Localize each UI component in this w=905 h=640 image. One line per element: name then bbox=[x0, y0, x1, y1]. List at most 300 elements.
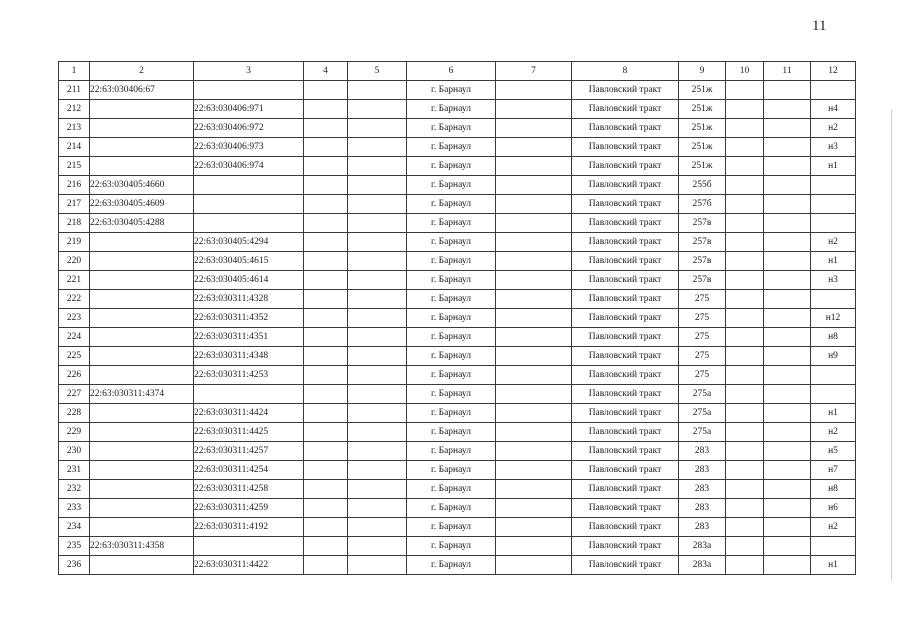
cell-col-5 bbox=[348, 404, 407, 423]
cell-col-4 bbox=[304, 480, 348, 499]
settlement-cell: г. Барнаул bbox=[407, 423, 496, 442]
street-cell: Павловский тракт bbox=[572, 271, 679, 290]
cell-col-11 bbox=[764, 461, 811, 480]
street-cell: Павловский тракт bbox=[572, 100, 679, 119]
street-cell: Павловский тракт bbox=[572, 537, 679, 556]
note-cell: н5 bbox=[811, 442, 856, 461]
note-cell bbox=[811, 214, 856, 233]
table-row bbox=[59, 518, 856, 537]
table-row bbox=[59, 271, 856, 290]
registry-table bbox=[58, 61, 856, 575]
cell-col-11 bbox=[764, 100, 811, 119]
cell-col-10 bbox=[726, 157, 764, 176]
settlement-cell: г. Барнаул bbox=[407, 214, 496, 233]
cell-col-11 bbox=[764, 195, 811, 214]
table-body bbox=[59, 81, 856, 575]
building-number-cell: 22:63:030311:4351 bbox=[194, 328, 304, 347]
note-cell: н1 bbox=[811, 252, 856, 271]
cell-col-4 bbox=[304, 499, 348, 518]
street-cell: Павловский тракт bbox=[572, 385, 679, 404]
cell-col-5 bbox=[348, 423, 407, 442]
scan-edge-mark bbox=[891, 110, 892, 580]
note-cell bbox=[811, 176, 856, 195]
table-row bbox=[59, 214, 856, 233]
building-number-cell bbox=[194, 81, 304, 100]
settlement-cell: г. Барнаул bbox=[407, 518, 496, 537]
cell-col-7 bbox=[496, 81, 572, 100]
cell-col-4 bbox=[304, 404, 348, 423]
house-number-cell: 257в bbox=[679, 233, 726, 252]
house-number-cell: 251ж bbox=[679, 100, 726, 119]
cell-col-5 bbox=[348, 157, 407, 176]
street-cell: Павловский тракт bbox=[572, 499, 679, 518]
cell-col-10 bbox=[726, 518, 764, 537]
row-number-cell: 219 bbox=[59, 233, 90, 252]
row-number-cell: 215 bbox=[59, 157, 90, 176]
cell-col-5 bbox=[348, 81, 407, 100]
settlement-cell: г. Барнаул bbox=[407, 480, 496, 499]
cell-col-11 bbox=[764, 252, 811, 271]
parcel-number-cell: 22:63:030405:4660 bbox=[90, 176, 194, 195]
table-row bbox=[59, 556, 856, 575]
house-number-cell: 257в bbox=[679, 214, 726, 233]
row-number-cell: 211 bbox=[59, 81, 90, 100]
cell-col-11 bbox=[764, 404, 811, 423]
street-cell: Павловский тракт bbox=[572, 233, 679, 252]
table-row bbox=[59, 290, 856, 309]
cell-col-7 bbox=[496, 290, 572, 309]
table-row bbox=[59, 138, 856, 157]
cell-col-11 bbox=[764, 480, 811, 499]
building-number-cell: 22:63:030311:4253 bbox=[194, 366, 304, 385]
cell-col-7 bbox=[496, 195, 572, 214]
cell-col-10 bbox=[726, 347, 764, 366]
cell-col-4 bbox=[304, 556, 348, 575]
cell-col-7 bbox=[496, 214, 572, 233]
cell-col-10 bbox=[726, 252, 764, 271]
parcel-number-cell bbox=[90, 423, 194, 442]
building-number-cell bbox=[194, 195, 304, 214]
cell-col-4 bbox=[304, 309, 348, 328]
cell-col-7 bbox=[496, 366, 572, 385]
street-cell: Павловский тракт bbox=[572, 119, 679, 138]
cell-col-5 bbox=[348, 537, 407, 556]
table-row bbox=[59, 423, 856, 442]
building-number-cell bbox=[194, 537, 304, 556]
settlement-cell: г. Барнаул bbox=[407, 309, 496, 328]
header-cell: 9 bbox=[679, 62, 726, 81]
cell-col-10 bbox=[726, 233, 764, 252]
cell-col-5 bbox=[348, 252, 407, 271]
cell-col-10 bbox=[726, 290, 764, 309]
cell-col-5 bbox=[348, 461, 407, 480]
cell-col-10 bbox=[726, 119, 764, 138]
note-cell: н8 bbox=[811, 328, 856, 347]
table-row bbox=[59, 442, 856, 461]
cell-col-7 bbox=[496, 328, 572, 347]
cell-col-4 bbox=[304, 442, 348, 461]
cell-col-11 bbox=[764, 290, 811, 309]
parcel-number-cell bbox=[90, 119, 194, 138]
cell-col-10 bbox=[726, 480, 764, 499]
cell-col-7 bbox=[496, 176, 572, 195]
parcel-number-cell bbox=[90, 461, 194, 480]
street-cell: Павловский тракт bbox=[572, 176, 679, 195]
building-number-cell: 22:63:030311:4422 bbox=[194, 556, 304, 575]
cell-col-4 bbox=[304, 461, 348, 480]
cell-col-5 bbox=[348, 499, 407, 518]
cell-col-7 bbox=[496, 404, 572, 423]
cell-col-10 bbox=[726, 214, 764, 233]
cell-col-4 bbox=[304, 252, 348, 271]
table-row bbox=[59, 461, 856, 480]
cell-col-10 bbox=[726, 442, 764, 461]
cell-col-7 bbox=[496, 499, 572, 518]
cell-col-5 bbox=[348, 176, 407, 195]
table-row bbox=[59, 119, 856, 138]
building-number-cell: 22:63:030311:4258 bbox=[194, 480, 304, 499]
row-number-cell: 224 bbox=[59, 328, 90, 347]
settlement-cell: г. Барнаул bbox=[407, 537, 496, 556]
settlement-cell: г. Барнаул bbox=[407, 290, 496, 309]
header-cell: 6 bbox=[407, 62, 496, 81]
row-number-cell: 226 bbox=[59, 366, 90, 385]
row-number-cell: 225 bbox=[59, 347, 90, 366]
building-number-cell: 22:63:030311:4254 bbox=[194, 461, 304, 480]
settlement-cell: г. Барнаул bbox=[407, 233, 496, 252]
street-cell: Павловский тракт bbox=[572, 81, 679, 100]
house-number-cell: 283а bbox=[679, 537, 726, 556]
header-row bbox=[59, 62, 856, 81]
header-cell: 11 bbox=[764, 62, 811, 81]
settlement-cell: г. Барнаул bbox=[407, 176, 496, 195]
street-cell: Павловский тракт bbox=[572, 480, 679, 499]
cell-col-10 bbox=[726, 556, 764, 575]
cell-col-5 bbox=[348, 271, 407, 290]
cell-col-11 bbox=[764, 138, 811, 157]
table-row bbox=[59, 195, 856, 214]
cell-col-4 bbox=[304, 328, 348, 347]
parcel-number-cell bbox=[90, 328, 194, 347]
row-number-cell: 228 bbox=[59, 404, 90, 423]
cell-col-5 bbox=[348, 442, 407, 461]
house-number-cell: 251ж bbox=[679, 138, 726, 157]
cell-col-11 bbox=[764, 119, 811, 138]
note-cell: н2 bbox=[811, 119, 856, 138]
parcel-number-cell: 22:63:030311:4358 bbox=[90, 537, 194, 556]
settlement-cell: г. Барнаул bbox=[407, 499, 496, 518]
cell-col-11 bbox=[764, 233, 811, 252]
street-cell: Павловский тракт bbox=[572, 157, 679, 176]
cell-col-5 bbox=[348, 195, 407, 214]
table-row bbox=[59, 347, 856, 366]
table-row bbox=[59, 252, 856, 271]
house-number-cell: 283 bbox=[679, 461, 726, 480]
note-cell: н1 bbox=[811, 157, 856, 176]
house-number-cell: 283а bbox=[679, 556, 726, 575]
street-cell: Павловский тракт bbox=[572, 347, 679, 366]
table-row bbox=[59, 328, 856, 347]
table-row bbox=[59, 366, 856, 385]
settlement-cell: г. Барнаул bbox=[407, 347, 496, 366]
cell-col-7 bbox=[496, 138, 572, 157]
settlement-cell: г. Барнаул bbox=[407, 404, 496, 423]
house-number-cell: 251ж bbox=[679, 81, 726, 100]
row-number-cell: 230 bbox=[59, 442, 90, 461]
table-row bbox=[59, 309, 856, 328]
house-number-cell: 283 bbox=[679, 442, 726, 461]
settlement-cell: г. Барнаул bbox=[407, 119, 496, 138]
note-cell bbox=[811, 537, 856, 556]
settlement-cell: г. Барнаул bbox=[407, 252, 496, 271]
cell-col-11 bbox=[764, 499, 811, 518]
cell-col-7 bbox=[496, 271, 572, 290]
street-cell: Павловский тракт bbox=[572, 461, 679, 480]
cell-col-7 bbox=[496, 442, 572, 461]
note-cell: н2 bbox=[811, 233, 856, 252]
parcel-number-cell bbox=[90, 442, 194, 461]
cell-col-4 bbox=[304, 233, 348, 252]
settlement-cell: г. Барнаул bbox=[407, 461, 496, 480]
row-number-cell: 232 bbox=[59, 480, 90, 499]
note-cell: н3 bbox=[811, 271, 856, 290]
cell-col-4 bbox=[304, 176, 348, 195]
cell-col-4 bbox=[304, 347, 348, 366]
parcel-number-cell bbox=[90, 138, 194, 157]
street-cell: Павловский тракт bbox=[572, 442, 679, 461]
note-cell: н9 bbox=[811, 347, 856, 366]
cell-col-11 bbox=[764, 157, 811, 176]
building-number-cell: 22:63:030311:4352 bbox=[194, 309, 304, 328]
note-cell: н1 bbox=[811, 404, 856, 423]
cell-col-7 bbox=[496, 556, 572, 575]
cell-col-11 bbox=[764, 442, 811, 461]
street-cell: Павловский тракт bbox=[572, 290, 679, 309]
cell-col-4 bbox=[304, 385, 348, 404]
house-number-cell: 255б bbox=[679, 176, 726, 195]
parcel-number-cell: 22:63:030406:67 bbox=[90, 81, 194, 100]
building-number-cell: 22:63:030406:971 bbox=[194, 100, 304, 119]
cell-col-4 bbox=[304, 537, 348, 556]
table-row bbox=[59, 233, 856, 252]
parcel-number-cell bbox=[90, 100, 194, 119]
row-number-cell: 227 bbox=[59, 385, 90, 404]
building-number-cell: 22:63:030405:4615 bbox=[194, 252, 304, 271]
cell-col-10 bbox=[726, 271, 764, 290]
cell-col-5 bbox=[348, 290, 407, 309]
building-number-cell: 22:63:030311:4348 bbox=[194, 347, 304, 366]
cell-col-10 bbox=[726, 499, 764, 518]
parcel-number-cell: 22:63:030405:4609 bbox=[90, 195, 194, 214]
cell-col-5 bbox=[348, 119, 407, 138]
cell-col-7 bbox=[496, 157, 572, 176]
row-number-cell: 229 bbox=[59, 423, 90, 442]
cell-col-4 bbox=[304, 290, 348, 309]
settlement-cell: г. Барнаул bbox=[407, 195, 496, 214]
cell-col-4 bbox=[304, 81, 348, 100]
cell-col-10 bbox=[726, 537, 764, 556]
settlement-cell: г. Барнаул bbox=[407, 556, 496, 575]
parcel-number-cell bbox=[90, 271, 194, 290]
note-cell: н2 bbox=[811, 423, 856, 442]
street-cell: Павловский тракт bbox=[572, 423, 679, 442]
building-number-cell: 22:63:030311:4257 bbox=[194, 442, 304, 461]
cell-col-11 bbox=[764, 366, 811, 385]
row-number-cell: 236 bbox=[59, 556, 90, 575]
cell-col-11 bbox=[764, 423, 811, 442]
street-cell: Павловский тракт bbox=[572, 138, 679, 157]
cell-col-11 bbox=[764, 271, 811, 290]
house-number-cell: 275 bbox=[679, 309, 726, 328]
cell-col-5 bbox=[348, 214, 407, 233]
street-cell: Павловский тракт bbox=[572, 366, 679, 385]
settlement-cell: г. Барнаул bbox=[407, 366, 496, 385]
parcel-number-cell bbox=[90, 290, 194, 309]
parcel-number-cell bbox=[90, 309, 194, 328]
row-number-cell: 218 bbox=[59, 214, 90, 233]
house-number-cell: 257б bbox=[679, 195, 726, 214]
settlement-cell: г. Барнаул bbox=[407, 328, 496, 347]
table-row bbox=[59, 157, 856, 176]
cell-col-4 bbox=[304, 195, 348, 214]
note-cell: н7 bbox=[811, 461, 856, 480]
settlement-cell: г. Барнаул bbox=[407, 138, 496, 157]
cell-col-7 bbox=[496, 518, 572, 537]
note-cell: н2 bbox=[811, 518, 856, 537]
cell-col-10 bbox=[726, 195, 764, 214]
house-number-cell: 275 bbox=[679, 366, 726, 385]
parcel-number-cell bbox=[90, 404, 194, 423]
settlement-cell: г. Барнаул bbox=[407, 442, 496, 461]
cell-col-5 bbox=[348, 518, 407, 537]
header-cell: 7 bbox=[496, 62, 572, 81]
note-cell: н3 bbox=[811, 138, 856, 157]
street-cell: Павловский тракт bbox=[572, 518, 679, 537]
cell-col-5 bbox=[348, 138, 407, 157]
table-row bbox=[59, 480, 856, 499]
cell-col-11 bbox=[764, 385, 811, 404]
cell-col-4 bbox=[304, 100, 348, 119]
building-number-cell: 22:63:030311:4192 bbox=[194, 518, 304, 537]
cell-col-7 bbox=[496, 233, 572, 252]
parcel-number-cell bbox=[90, 480, 194, 499]
table-row bbox=[59, 176, 856, 195]
building-number-cell: 22:63:030311:4424 bbox=[194, 404, 304, 423]
cell-col-10 bbox=[726, 138, 764, 157]
building-number-cell: 22:63:030405:4614 bbox=[194, 271, 304, 290]
street-cell: Павловский тракт bbox=[572, 195, 679, 214]
building-number-cell: 22:63:030311:4328 bbox=[194, 290, 304, 309]
cell-col-4 bbox=[304, 423, 348, 442]
cell-col-5 bbox=[348, 309, 407, 328]
settlement-cell: г. Барнаул bbox=[407, 385, 496, 404]
cell-col-5 bbox=[348, 385, 407, 404]
cell-col-11 bbox=[764, 328, 811, 347]
cell-col-7 bbox=[496, 309, 572, 328]
cell-col-7 bbox=[496, 119, 572, 138]
row-number-cell: 233 bbox=[59, 499, 90, 518]
table-row bbox=[59, 537, 856, 556]
cell-col-10 bbox=[726, 81, 764, 100]
row-number-cell: 234 bbox=[59, 518, 90, 537]
cell-col-7 bbox=[496, 480, 572, 499]
header-cell: 1 bbox=[59, 62, 90, 81]
cell-col-5 bbox=[348, 480, 407, 499]
building-number-cell: 22:63:030406:973 bbox=[194, 138, 304, 157]
cell-col-7 bbox=[496, 461, 572, 480]
note-cell: н12 bbox=[811, 309, 856, 328]
cell-col-11 bbox=[764, 176, 811, 195]
house-number-cell: 283 bbox=[679, 480, 726, 499]
cell-col-5 bbox=[348, 366, 407, 385]
cell-col-10 bbox=[726, 423, 764, 442]
cell-col-7 bbox=[496, 423, 572, 442]
cell-col-4 bbox=[304, 138, 348, 157]
street-cell: Павловский тракт bbox=[572, 404, 679, 423]
cell-col-7 bbox=[496, 252, 572, 271]
settlement-cell: г. Барнаул bbox=[407, 157, 496, 176]
header-cell: 5 bbox=[348, 62, 407, 81]
house-number-cell: 283 bbox=[679, 499, 726, 518]
cell-col-5 bbox=[348, 233, 407, 252]
cell-col-11 bbox=[764, 81, 811, 100]
note-cell bbox=[811, 366, 856, 385]
row-number-cell: 217 bbox=[59, 195, 90, 214]
row-number-cell: 235 bbox=[59, 537, 90, 556]
cell-col-10 bbox=[726, 100, 764, 119]
header-cell: 12 bbox=[811, 62, 856, 81]
parcel-number-cell bbox=[90, 157, 194, 176]
parcel-number-cell bbox=[90, 347, 194, 366]
header-cell: 10 bbox=[726, 62, 764, 81]
building-number-cell bbox=[194, 385, 304, 404]
cell-col-7 bbox=[496, 537, 572, 556]
street-cell: Павловский тракт bbox=[572, 252, 679, 271]
street-cell: Павловский тракт bbox=[572, 309, 679, 328]
cell-col-4 bbox=[304, 271, 348, 290]
note-cell bbox=[811, 81, 856, 100]
cell-col-4 bbox=[304, 157, 348, 176]
parcel-number-cell bbox=[90, 518, 194, 537]
cell-col-7 bbox=[496, 100, 572, 119]
parcel-number-cell: 22:63:030405:4288 bbox=[90, 214, 194, 233]
house-number-cell: 275 bbox=[679, 328, 726, 347]
street-cell: Павловский тракт bbox=[572, 556, 679, 575]
cell-col-4 bbox=[304, 214, 348, 233]
row-number-cell: 214 bbox=[59, 138, 90, 157]
house-number-cell: 275 bbox=[679, 347, 726, 366]
parcel-number-cell bbox=[90, 252, 194, 271]
house-number-cell: 275 bbox=[679, 290, 726, 309]
row-number-cell: 220 bbox=[59, 252, 90, 271]
cell-col-5 bbox=[348, 100, 407, 119]
cell-col-11 bbox=[764, 309, 811, 328]
header-cell: 8 bbox=[572, 62, 679, 81]
house-number-cell: 257в bbox=[679, 271, 726, 290]
cell-col-10 bbox=[726, 461, 764, 480]
building-number-cell: 22:63:030405:4294 bbox=[194, 233, 304, 252]
settlement-cell: г. Барнаул bbox=[407, 271, 496, 290]
cell-col-5 bbox=[348, 328, 407, 347]
note-cell: н6 bbox=[811, 499, 856, 518]
table-row bbox=[59, 81, 856, 100]
row-number-cell: 212 bbox=[59, 100, 90, 119]
table-row bbox=[59, 100, 856, 119]
row-number-cell: 216 bbox=[59, 176, 90, 195]
note-cell: н4 bbox=[811, 100, 856, 119]
building-number-cell: 22:63:030406:974 bbox=[194, 157, 304, 176]
cell-col-10 bbox=[726, 309, 764, 328]
